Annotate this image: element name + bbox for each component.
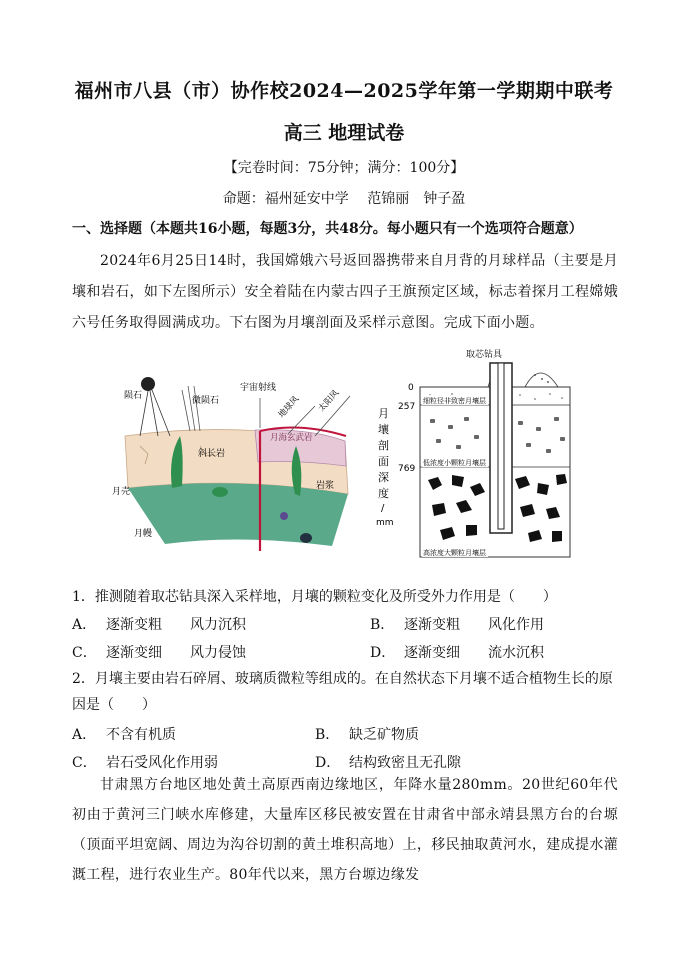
option-text: 逐渐变粗 风力沉积 bbox=[106, 617, 246, 633]
micrometeorite-rays bbox=[182, 386, 200, 431]
q1-option-d bbox=[370, 642, 544, 662]
q1-option-a bbox=[72, 614, 246, 634]
q2-option-c bbox=[72, 752, 218, 772]
magma-chamber-shape bbox=[300, 533, 312, 543]
option-text: 不含有机质 bbox=[106, 727, 176, 743]
time-info: 【完卷时间：75分钟；满分：100分】 bbox=[223, 160, 465, 176]
exam-title: 福州市八县（市）协作校2024—2025学年第一学期期中联考 bbox=[74, 80, 614, 102]
label-micrometeorite: 微陨石 bbox=[192, 396, 220, 406]
label-mantle: 月幔 bbox=[134, 529, 153, 539]
axis-label-char: 深 bbox=[378, 471, 389, 484]
depth-tick-0: 0 bbox=[408, 383, 414, 393]
meteorite-rays bbox=[140, 390, 170, 436]
axis-label-char: mm bbox=[376, 518, 394, 528]
lunar-soil-profile-figure bbox=[370, 345, 590, 570]
option-key: C． bbox=[72, 755, 97, 771]
label-drill: 取芯钻具 bbox=[466, 350, 503, 360]
option-text: 逐渐变细 流水沉积 bbox=[404, 645, 544, 661]
q2-option-a bbox=[72, 724, 176, 744]
depth-tick-769: 769 bbox=[398, 464, 416, 474]
lunar-mantle-shape bbox=[128, 483, 348, 546]
axis-label-char: 度 bbox=[378, 487, 389, 500]
axis-label-char: 壤 bbox=[378, 423, 389, 436]
exam-subtitle: 高三 地理试卷 bbox=[283, 122, 405, 144]
section-heading: 一、选择题（本题共16小题，每题3分，共48分。每小题只有一个选项符合题意） bbox=[72, 221, 583, 237]
label-cosmic-ray: 宇宙射线 bbox=[240, 383, 277, 393]
magma-chamber-shape bbox=[280, 512, 288, 520]
authors-line: 命题：福州延安中学 范锦丽 钟子盈 bbox=[222, 191, 466, 207]
label-layer2: 低浓度小颗粒月壤层 bbox=[423, 459, 486, 467]
axis-label-char: / bbox=[381, 503, 385, 514]
option-text: 结构致密且无孔隙 bbox=[349, 755, 461, 771]
label-mare-basalt: 月海玄武岩 bbox=[270, 433, 313, 443]
surface-mound bbox=[525, 373, 558, 387]
axis-label-char: 月 bbox=[378, 407, 389, 420]
q2-option-d bbox=[315, 752, 461, 772]
q2-option-b bbox=[315, 724, 419, 744]
option-text: 缺乏矿物质 bbox=[349, 727, 419, 743]
core-drill-inner bbox=[498, 363, 504, 529]
option-key: C． bbox=[72, 645, 97, 661]
meteorite-shape bbox=[141, 377, 155, 391]
option-text: 逐渐变细 风力侵蚀 bbox=[106, 645, 246, 661]
label-solar-wind: 太阳风 bbox=[316, 388, 342, 415]
label-magma: 岩浆 bbox=[316, 481, 335, 491]
question-2-stem: 2．月壤主要由岩石碎屑、玻璃质微粒等组成的。在自然状态下月壤不适合植物生长的原因是（ ） bbox=[72, 671, 613, 713]
label-anorthosite: 斜长岩 bbox=[198, 449, 226, 459]
option-text: 逐渐变粗 风化作用 bbox=[404, 617, 544, 633]
option-key: B． bbox=[370, 617, 395, 633]
label-meteorite: 陨石 bbox=[124, 391, 143, 401]
option-key: D． bbox=[315, 755, 341, 771]
label-crust: 月壳 bbox=[112, 487, 131, 497]
axis-label-char: 面 bbox=[378, 455, 389, 468]
passage-1: 2024年6月25日14时，我国嫦娥六号返回器携带来自月背的月球样品（主要是月壤和岩石，如下左图所示）安全着陆在内蒙古四子王旗预定区域，标志着探月工程嫦娥六号任务取得圆满成功。下右图为月壤剖面及采样示意图。完成下面小题。 bbox=[72, 253, 618, 331]
axis-label-char: 剖 bbox=[378, 439, 389, 452]
magma-chamber-shape bbox=[212, 487, 228, 497]
label-earth-wind: 地球风 bbox=[276, 394, 302, 421]
option-key: A． bbox=[72, 727, 97, 743]
passage-2: 甘肃黑方台地区地处黄土高原西南边缘地区，年降水量280mm。20世纪60年代初由于黄河三门峡水库修建，大量库区移民被安置在甘肃省中部永靖县黑方台的台塬（顶面平坦宽阔、周边为沟谷切割的黄土堆积高地）上，移民抽取黄河水，建成提水灌溉工程，进行农业生产。80年代以来，黑方台塬边缘发 bbox=[72, 777, 618, 883]
question-1-stem: 1．推测随着取芯钻具深入采样地，月壤的颗粒变化及所受外力作用是（ ） bbox=[72, 589, 557, 605]
label-layer3: 高浓度大颗粒月壤层 bbox=[423, 549, 486, 557]
lunar-soil-formation-figure bbox=[110, 376, 400, 566]
label-layer1: 细粒径非致密月壤层 bbox=[423, 397, 486, 405]
q1-option-b bbox=[370, 614, 544, 634]
option-key: A． bbox=[72, 617, 97, 633]
q1-option-c bbox=[72, 642, 246, 662]
option-key: D． bbox=[370, 645, 396, 661]
depth-tick-257: 257 bbox=[398, 402, 416, 412]
option-text: 岩石受风化作用弱 bbox=[106, 755, 218, 771]
option-key: B． bbox=[315, 727, 340, 743]
